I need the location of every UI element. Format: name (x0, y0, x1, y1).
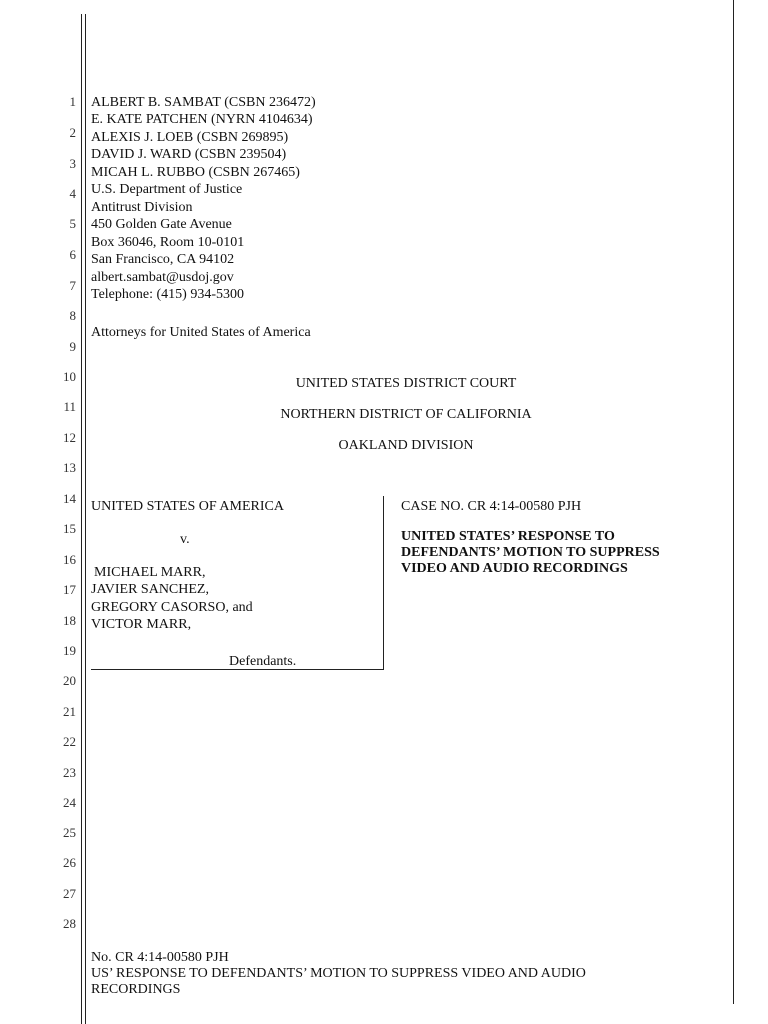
footer-title-continued: RECORDINGS (91, 982, 181, 997)
line-number: 5 (69, 216, 76, 231)
footer-title: US’ RESPONSE TO DEFENDANTS’ MOTION TO SUPPRESS VIDEO AND AUDIO (91, 966, 586, 981)
caption-divider (383, 496, 384, 670)
line-number: 21 (63, 704, 76, 719)
attorney-email: albert.sambat@usdoj.gov (91, 270, 234, 285)
defendants-label: Defendants. (229, 654, 297, 669)
attorney-line: Antitrust Division (91, 200, 193, 215)
line-number: 24 (63, 795, 76, 810)
line-number: 1 (69, 94, 76, 109)
line-number: 11 (63, 399, 76, 414)
defendant-name: JAVIER SANCHEZ, (91, 582, 209, 597)
line-number: 26 (63, 855, 76, 870)
line-number: 17 (63, 582, 76, 597)
line-number: 14 (63, 491, 76, 506)
attorney-line: MICAH L. RUBBO (CSBN 267465) (91, 165, 300, 180)
line-number: 28 (63, 916, 76, 931)
line-number: 19 (63, 643, 76, 658)
versus-label: v. (180, 532, 190, 547)
line-number: 13 (63, 460, 76, 475)
line-number: 27 (63, 886, 76, 901)
attorney-line: DAVID J. WARD (CSBN 239504) (91, 147, 287, 162)
document-title-line: VIDEO AND AUDIO RECORDINGS (401, 561, 628, 576)
attorneys-for: Attorneys for United States of America (91, 325, 311, 340)
document-title-line: UNITED STATES’ RESPONSE TO (401, 529, 615, 544)
line-number: 18 (63, 613, 76, 628)
line-number: 16 (63, 552, 76, 567)
attorney-line: ALEXIS J. LOEB (CSBN 269895) (91, 130, 289, 145)
attorney-line: 450 Golden Gate Avenue (91, 217, 232, 232)
attorney-line: San Francisco, CA 94102 (91, 252, 235, 267)
line-number: 7 (69, 278, 76, 293)
line-number: 8 (69, 308, 76, 323)
court-division: OAKLAND DIVISION (338, 438, 474, 453)
plaintiff-name: UNITED STATES OF AMERICA (91, 499, 284, 514)
line-number: 9 (69, 339, 76, 354)
line-number: 12 (63, 430, 76, 445)
line-number: 15 (63, 521, 76, 536)
attorney-telephone: Telephone: (415) 934-5300 (91, 287, 244, 302)
defendant-name: MICHAEL MARR, (94, 565, 206, 580)
court-name: UNITED STATES DISTRICT COURT (295, 376, 517, 391)
case-number: CASE NO. CR 4:14-00580 PJH (401, 499, 582, 514)
attorney-line: E. KATE PATCHEN (NYRN 4104634) (91, 112, 313, 127)
caption-bottom-rule (91, 669, 384, 670)
line-number: 6 (69, 247, 76, 262)
attorney-line: Box 36046, Room 10-0101 (91, 235, 245, 250)
attorney-line: ALBERT B. SAMBAT (CSBN 236472) (91, 95, 316, 110)
document-title-line: DEFENDANTS’ MOTION TO SUPPRESS (401, 545, 660, 560)
left-double-rule-outer (81, 14, 82, 1024)
defendant-name: VICTOR MARR, (91, 617, 192, 632)
attorney-line: U.S. Department of Justice (91, 182, 243, 197)
right-margin-rule (733, 0, 734, 1004)
line-number: 20 (63, 673, 76, 688)
line-number: 22 (63, 734, 76, 749)
line-number: 2 (69, 125, 76, 140)
line-number: 23 (63, 765, 76, 780)
line-number: 25 (63, 825, 76, 840)
footer-case-number: No. CR 4:14-00580 PJH (91, 950, 229, 965)
left-double-rule-inner (85, 14, 86, 1024)
line-number: 4 (69, 186, 76, 201)
defendant-name: GREGORY CASORSO, and (91, 600, 253, 615)
line-number: 10 (63, 369, 76, 384)
court-district: NORTHERN DISTRICT OF CALIFORNIA (280, 407, 532, 422)
line-number: 3 (69, 156, 76, 171)
